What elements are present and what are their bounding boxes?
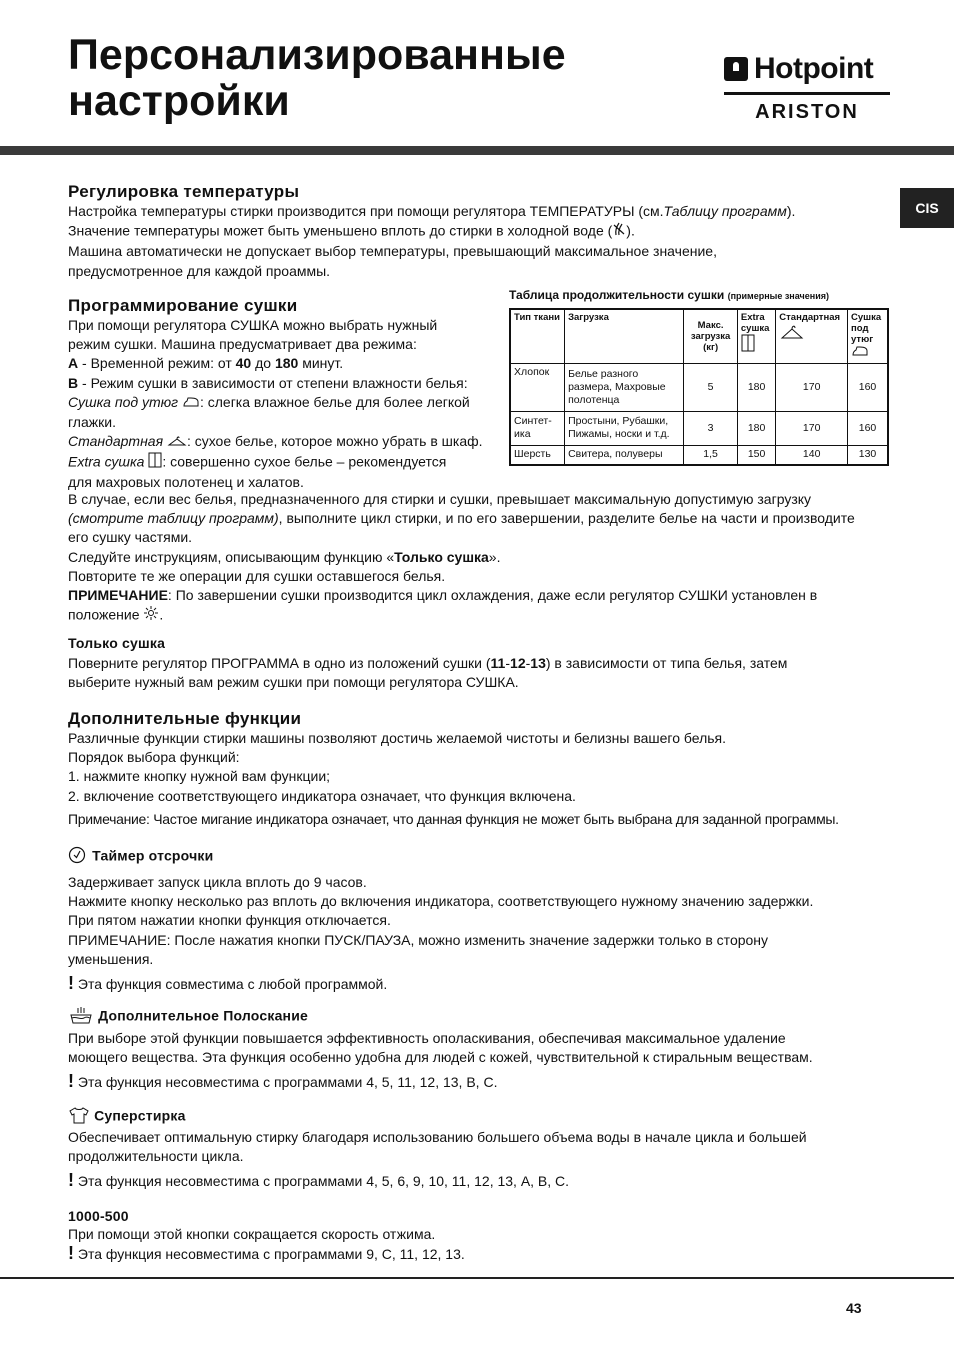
table-cell: 160 (848, 363, 888, 411)
temperature-body (68, 202, 898, 281)
super-body (68, 1128, 898, 1192)
temperature-line-end: ). (786, 203, 796, 219)
title-line-2: настройки (68, 77, 290, 125)
table-cell: 3 (684, 411, 738, 445)
th-fabric: Тип ткани (510, 309, 565, 363)
mode-a-text: - Временной режим: от (78, 355, 236, 372)
spin-compat: Эта функция несовместима с программами 9, С, 11, 12, 13. (77, 1246, 465, 1263)
timer-text: Нажмите кнопку несколько раз вплоть до включения индикатора, соответствующего нужному значению задержки. (68, 893, 814, 910)
header-rule (0, 146, 954, 155)
timer-text: ПРИМЕЧАНИЕ: После нажатия кнопки ПУСК/ПАУЗА, можно изменить значение задержки только в сторону (68, 931, 769, 948)
rinse-icon (68, 1005, 94, 1029)
standard-dry-text: : сухое белье, которое можно убрать в шкаф. (186, 432, 483, 449)
overload-text: , выполните цикл стирки, и по его завершении, разделите белье на части и производите (278, 510, 855, 527)
temperature-line: предусмотренное для каждой проаммы. (68, 262, 331, 279)
hanger-icon (167, 433, 187, 452)
logo-mark-icon (724, 57, 748, 81)
mode-a-max: 180 (274, 355, 299, 372)
timer-section (68, 846, 888, 994)
table-cell: 5 (684, 363, 738, 411)
timer-heading: Таймер отсрочки (92, 847, 214, 864)
timer-compat: Эта функция совместима с любой программой. (77, 976, 388, 993)
timer-text: уменьшения. (68, 950, 154, 967)
note-label: ПРИМЕЧАНИЕ (68, 587, 168, 604)
rinse-compat: Эта функция несовместима с программами 4, 5, 11, 12, 13, В, С. (77, 1074, 498, 1091)
logo-text-hotpoint: Hotpoint (754, 52, 874, 85)
rinse-heading: Дополнительное Полоскание (98, 1007, 309, 1024)
table-cell: 170 (776, 363, 848, 411)
th-standard-label: Стандартная (779, 312, 841, 323)
spin-heading: 1000-500 (68, 1208, 129, 1224)
spin-text: При помощи этой кнопки сокращается скорость отжима. (68, 1226, 436, 1242)
table-cell: Свитера, полуверы (565, 445, 684, 465)
only-dry-text: Поверните регулятор ПРОГРАММА в одно из положений сушки ( (68, 655, 491, 671)
extra-functions-body (68, 729, 898, 829)
mode-a-text: минут. (298, 355, 344, 372)
th-iron-label: Сушка под утюг (851, 312, 882, 345)
th-wardrobe-icon (741, 334, 772, 355)
temperature-line: Значение температуры может быть уменьшено вплоть до стирки в холодной воде ( (68, 222, 613, 239)
extra-dry-text-cont: для махровых полотенец и халатов. (68, 474, 304, 490)
th-max-load: Макс. загрузка (кг) (684, 309, 738, 363)
th-standard (776, 309, 848, 363)
title-line-1: Персонализированные (68, 31, 566, 79)
drying-table-block (509, 288, 889, 466)
timer-icon (68, 846, 88, 868)
th-iron (848, 309, 888, 363)
mode-a-label: А (68, 355, 79, 372)
repeat-text: Повторите те же операции для сушки оставшегося белья. (68, 567, 446, 584)
table-cell: Хлопок (510, 363, 565, 411)
table-header-row (510, 309, 888, 363)
table-caption-note: (примерные значения) (727, 291, 829, 301)
timer-body (68, 873, 888, 994)
cooling-icon (143, 605, 159, 626)
warning-mark: ! (68, 973, 74, 994)
only-dry-body (68, 654, 898, 692)
only-dry-text: ) в зависимости от типа белья, затем (545, 655, 788, 671)
instructions-text: ». (488, 548, 501, 565)
program-table-ref: (смотрите таблицу программ) (68, 510, 279, 527)
extra-functions-heading: Дополнительные функции (68, 709, 302, 728)
only-dry-ref: Только сушка (394, 548, 489, 565)
wardrobe-icon (148, 452, 162, 473)
table-cell: 180 (737, 411, 775, 445)
warning-mark: ! (68, 1243, 74, 1264)
table-cell: 150 (737, 445, 775, 465)
step-1: 1. нажмите кнопку нужной вам функции; (68, 768, 331, 785)
mode-b-label: В (68, 374, 79, 391)
rinse-section (68, 1005, 898, 1093)
timer-text: При пятом нажатии кнопки функция отключается. (68, 912, 391, 929)
table-cell: Шерсть (510, 445, 565, 465)
extra-functions-section (68, 709, 898, 829)
temperature-heading: Регулировка температуры (68, 182, 300, 201)
only-dry-text: выберите нужный вам режим сушки при помощи регулятора СУШКА. (68, 674, 519, 691)
instructions-text: Следуйте инструкциям, описывающим функцию « (68, 548, 395, 565)
overload-text: В случае, если вес белья, предназначенного для стирки и сушки, превышает максимальную допустимую загрузку (68, 491, 812, 507)
table-caption-text: Таблица продолжительности сушки (509, 288, 725, 302)
table-cell: 130 (848, 445, 888, 465)
rinse-body (68, 1029, 898, 1093)
mode-a-min: 40 (235, 355, 252, 372)
table-cell: 180 (737, 363, 775, 411)
table-cell: 170 (776, 411, 848, 445)
rinse-text: При выборе этой функции повышается эффективность ополаскивания, обеспечивая максимальное удаление (68, 1030, 786, 1046)
th-hanger-icon (779, 323, 844, 344)
extra-note: Примечание: Частое мигание индикатора означает, что данная функция не может быть выбрана для заданной программы. (68, 810, 839, 827)
program-13: 13 (530, 655, 546, 671)
drying-continuation: В случае, если вес белья, предназначенного для стирки и сушки, превышает максимальную допустимую загрузку (смотрите таблицу программ), выполните цикл стирки, и по его завершении, разделите белье на части и производите его сушку частями. Следуйте инструкциям, описывающим функцию «Только сушка». Повторите те же операции для сушки оставшегося белья. ПРИМЕЧАНИЕ: По завершении сушки производится цикл охлаждения, даже если регулятор СУШКИ установлен в положение . (68, 490, 898, 626)
warning-mark: ! (68, 1071, 74, 1092)
footer-rule (0, 1277, 954, 1279)
logo-divider (724, 92, 890, 95)
table-cell: 1,5 (684, 445, 738, 465)
drying-line: При помощи регулятора СУШКА можно выбрать нужный (68, 317, 438, 333)
super-compat: Эта функция несовместима с программами 4, 5, 6, 9, 10, 11, 12, 13, А, В, С. (77, 1173, 570, 1190)
spin-body (68, 1225, 898, 1264)
temperature-line: Машина автоматически не допускает выбор температуры, превышающий максимальное значение, (68, 243, 717, 260)
super-text: продолжительности цикла. (68, 1148, 244, 1165)
table-cell: 160 (848, 411, 888, 445)
iron-dry-text-cont: глажки. (68, 413, 116, 430)
table-row (510, 363, 888, 411)
cold-water-icon (612, 221, 626, 242)
standard-dry-label: Стандартная (68, 432, 164, 449)
drying-heading: Программирование сушки (68, 296, 298, 315)
table-caption (509, 288, 889, 302)
shirt-icon (68, 1106, 90, 1128)
iron-dry-text: : слегка влажное белье для более легкой (199, 393, 470, 410)
super-text: Обеспечивает оптимальную стирку благодаря использованию большего объема воды в начале цикла и большей (68, 1129, 807, 1145)
temperature-line-end: ). (626, 222, 635, 239)
note-text: положение (68, 606, 140, 623)
extra-text: Порядок выбора функций: (68, 749, 240, 766)
brand-logo (724, 50, 890, 126)
rinse-heading-row (68, 1005, 898, 1029)
table-cell: 140 (776, 445, 848, 465)
drying-table (509, 308, 889, 466)
iron-icon (182, 394, 200, 413)
temperature-section (68, 182, 898, 281)
th-load: Загрузка (565, 309, 684, 363)
table-cell: Белье разного размера, Махровые полотенца (565, 363, 684, 411)
drying-section (68, 296, 513, 492)
table-cell: Синтет-ика (510, 411, 565, 445)
super-heading: Суперстирка (94, 1107, 186, 1124)
page-number: 43 (846, 1300, 862, 1316)
rinse-text: моющего вещества. Эта функция особенно удобна для людей с кожей, чувствительной к стиральным веществам. (68, 1049, 813, 1066)
table-row (510, 445, 888, 465)
extra-dry-text: : совершенно сухое белье – рекомендуется (162, 453, 447, 470)
step-2: 2. включение соответствующего индикатора означает, что функция включена. (68, 787, 576, 804)
language-tab: CIS (900, 188, 954, 228)
super-section (68, 1106, 898, 1192)
th-extra-label: Extra сушка (740, 312, 770, 334)
mode-a-text: до (251, 355, 275, 372)
super-heading-row (68, 1106, 898, 1128)
th-extra (737, 309, 775, 363)
extra-text: Различные функции стирки машины позволяют достичь желаемой чистоты и белизны вашего белья. (68, 730, 726, 746)
note-text: : По завершении сушки производится цикл охлаждения, даже если регулятор СУШКИ установлен в (167, 587, 818, 604)
warning-mark: ! (68, 1170, 74, 1191)
program-table-link: Таблицу программ (663, 203, 787, 219)
only-dry-section (68, 634, 898, 692)
iron-dry-label: Сушка под утюг (68, 393, 179, 410)
table-cell: Простыни, Рубашки, Пижамы, носки и т.д. (565, 411, 684, 445)
dash: - (525, 655, 531, 671)
spin-section (68, 1207, 898, 1264)
drying-line: режим сушки. Машина предусматривает два режима: (68, 336, 417, 353)
logo-text-ariston: ARISTON (755, 101, 859, 123)
th-iron-icon (851, 345, 884, 360)
dash: - (505, 655, 511, 671)
timer-heading-row (68, 846, 888, 868)
extra-dry-label: Extra сушка (68, 453, 145, 470)
drying-body (68, 316, 513, 492)
table-row (510, 411, 888, 445)
page-title (68, 32, 566, 124)
temperature-line: Настройка температуры стирки производится при помощи регулятора ТЕМПЕРАТУРЫ (см. (68, 203, 664, 219)
program-12: 12 (510, 655, 526, 671)
mode-b-text: - Режим сушки в зависимости от степени влажности белья: (78, 374, 468, 391)
timer-text: Задерживает запуск цикла вплоть до 9 часов. (68, 874, 367, 890)
only-dry-heading: Только сушка (68, 635, 166, 651)
program-11: 11 (490, 655, 506, 671)
overload-text: его сушку частями. (68, 529, 193, 546)
